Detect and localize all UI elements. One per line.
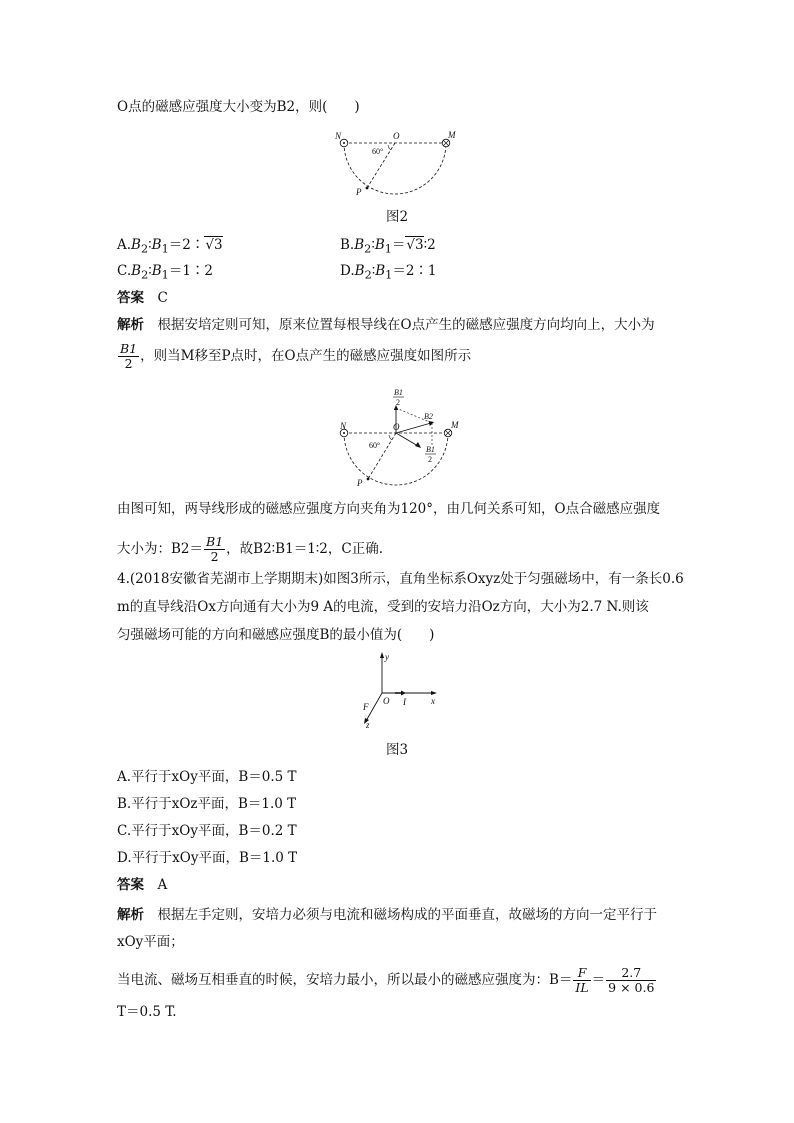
fig2-label-angle: 60° — [372, 147, 384, 156]
q3-analysis-line4: 大小为：B2＝ $\frac{B1}{2}$ ，故B2∶B1＝1∶2，C正确. — [117, 534, 384, 564]
q4-option-d: D.平行于xOy平面，B＝1.0 T — [117, 850, 298, 866]
q4-analysis-line2: xOy平面； — [117, 934, 184, 950]
q4-analysis-label: 解析 — [117, 907, 144, 923]
fig3-label-o: O — [383, 696, 390, 706]
q4-stem-line2: m的直导线沿Ox方向通有大小为9 A的电流，受到的安培力沿Oz方向，大小为2.7 N.则该 — [117, 599, 649, 615]
fig-analysis-label-angle: 60° — [369, 441, 381, 450]
fig2-label-n: N — [335, 131, 342, 141]
fig3-label-f: F — [363, 702, 369, 712]
q4-stem-line1: 4.(2018安徽省芜湖市上学期期末)如图3所示，直角坐标系Oxyz处于匀强磁场中，有一条长0.6 — [117, 571, 684, 587]
fig-analysis-label-b1-right: B1 — [426, 445, 435, 454]
q3-answer — [117, 289, 687, 307]
fig-analysis-label-b1-top: B1 — [394, 388, 403, 397]
fraction-b1-over-2-result: $\frac{B1}{2}$ — [206, 534, 224, 564]
q3-option-d: $D.B_2∶B_1=2∶1$ — [340, 263, 437, 282]
fig3-label-z: z — [366, 720, 370, 730]
q4-stem-line3: 匀强磁场可能的方向和磁感应强度B的最小值为( ) — [117, 627, 435, 643]
fig3-label-x: x — [431, 696, 435, 706]
fraction-f-over-il: $\frac{F}{IL}$ — [575, 965, 589, 995]
figure-3 — [355, 648, 445, 730]
q3-option-b: $B.B_2∶B_1=√3∶2$ — [340, 237, 436, 256]
fig2-label-m: M — [448, 130, 456, 140]
fig-analysis-label-m: M — [451, 420, 459, 430]
q3-stem-continuation: O点的磁感应强度大小变为B2，则( ) — [117, 99, 360, 115]
fraction-b1-over-2: $\frac{B1}{2}$ — [120, 341, 138, 371]
q3-option-a: $A.B_2∶B_1=2∶√3$ — [117, 237, 223, 256]
q3-analysis-line1: 解析 根据安培定则可知，原来位置每根导线在O点产生的磁感应强度方向均向上，大小为 — [117, 317, 655, 333]
q4-answer — [117, 876, 687, 894]
q3-analysis-line2: $\frac{B1}{2}$ ，则当M移至P点时，在O点产生的磁感应强度如图所示 — [120, 341, 472, 371]
figure-2 — [330, 126, 460, 201]
q3-analysis-label: 解析 — [117, 317, 144, 333]
q4-analysis-line3: 当电流、磁场互相垂直的时候，安培力最小，所以最小的磁感应强度为：B＝ $\frac{F}{IL}$ ＝ $\frac{2.7}{9 \times 0.6}$ — [117, 965, 655, 995]
fig-analysis-label-p: P — [357, 478, 363, 488]
q4-option-b: B.平行于xOz平面，B＝1.0 T — [117, 796, 297, 812]
fig-analysis-label-n: N — [340, 421, 347, 431]
q4-analysis-line1: 解析 根据左手定则，安培力必须与电流和磁场构成的平面垂直，故磁场的方向一定平行于 — [117, 907, 657, 923]
figure-2-caption: 图2 — [385, 209, 409, 225]
fig2-label-o: O — [393, 131, 400, 141]
fig3-label-y: y — [385, 652, 389, 662]
q3-answer-label: 答案 — [117, 290, 144, 306]
q4-answer-label: 答案 — [117, 877, 144, 893]
q4-option-a: A.平行于xOy平面，B＝0.5 T — [117, 769, 297, 785]
q3-answer-value: C — [157, 290, 168, 306]
fig-analysis-label-o: O — [393, 422, 400, 432]
fig3-label-i: I — [403, 697, 406, 707]
q3-analysis-line3: 由图可知，两导线形成的磁感应强度方向夹角为120°，由几何关系可知，O点合磁感应强度 — [117, 501, 661, 517]
fig-analysis-label-b2: B2 — [424, 412, 433, 421]
q4-answer-value: A — [157, 877, 168, 893]
figure-3-caption: 图3 — [385, 742, 409, 758]
q4-analysis-line4: T＝0.5 T. — [117, 1004, 177, 1020]
q4-option-c: C.平行于xOy平面，B＝0.2 T — [117, 823, 297, 839]
fig2-label-p: P — [356, 187, 362, 197]
fig-analysis-label-half-right: 2 — [428, 455, 432, 464]
fig-analysis-label-half-top: 2 — [396, 398, 400, 407]
analysis-figure — [330, 386, 470, 490]
fraction-numeric: $\frac{2.7}{9 \times 0.6}$ — [608, 965, 655, 995]
q3-option-c: $C.B_2∶B_1=1∶2$ — [117, 263, 214, 282]
